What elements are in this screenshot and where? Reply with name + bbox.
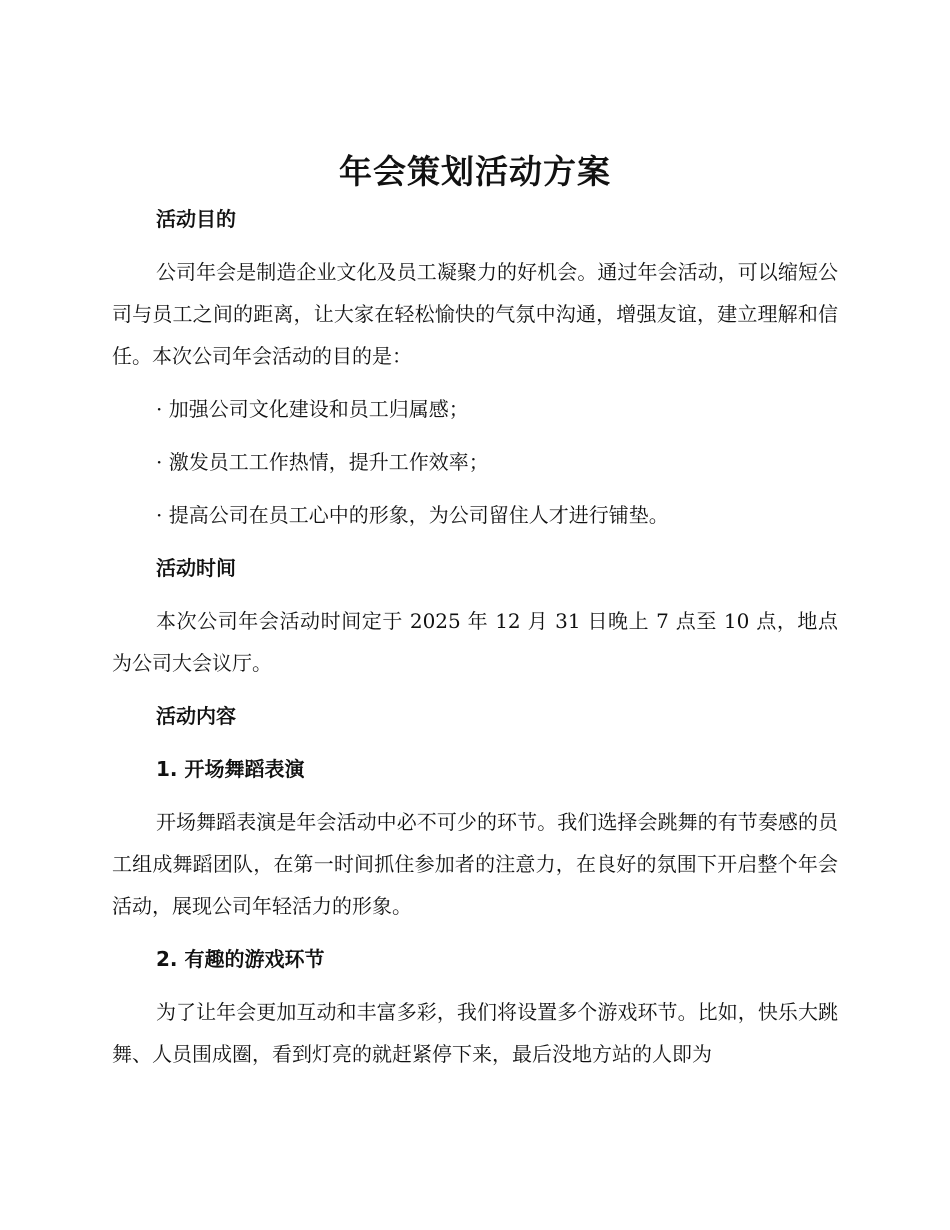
section-heading-content: 活动内容 [156, 704, 236, 728]
time-paragraph: 本次公司年会活动时间定于 2025 年 12 月 31 日晚上 7 点至 10 点，地点为公司大会议厅。 [112, 609, 838, 675]
purpose-bullet-3: · 提高公司在员工心中的形象，为公司留住人才进行铺垫。 [156, 503, 669, 527]
games-paragraph: 为了让年会更加互动和丰富多彩，我们将设置多个游戏环节。比如，快乐大跳舞、人员围成圈，看到灯亮的就赶紧停下来，最后没地方站的人即为 [112, 1000, 838, 1066]
document-title: 年会策划活动方案 [339, 152, 611, 191]
purpose-bullet-1: · 加强公司文化建设和员工归属感； [156, 397, 469, 421]
purpose-bullet-2: · 激发员工工作热情，提升工作效率； [156, 450, 489, 474]
subsection-heading-games: 2. 有趣的游戏环节 [156, 947, 325, 971]
document-body [112, 198, 838, 1086]
subsection-heading-opening-dance: 1. 开场舞蹈表演 [156, 757, 305, 781]
section-heading-time: 活动时间 [156, 556, 236, 580]
section-heading-purpose: 活动目的 [156, 207, 236, 231]
purpose-paragraph: 公司年会是制造企业文化及员工凝聚力的好机会。通过年会活动，可以缩短公司与员工之间的距离，让大家在轻松愉快的气氛中沟通，增强友谊，建立理解和信任。本次公司年会活动的目的是： [112, 260, 838, 368]
opening-dance-paragraph: 开场舞蹈表演是年会活动中必不可少的环节。我们选择会跳舞的有节奏感的员工组成舞蹈团队，在第一时间抓住参加者的注意力，在良好的氛围下开启整个年会活动，展现公司年轻活力的形象。 [112, 810, 838, 918]
